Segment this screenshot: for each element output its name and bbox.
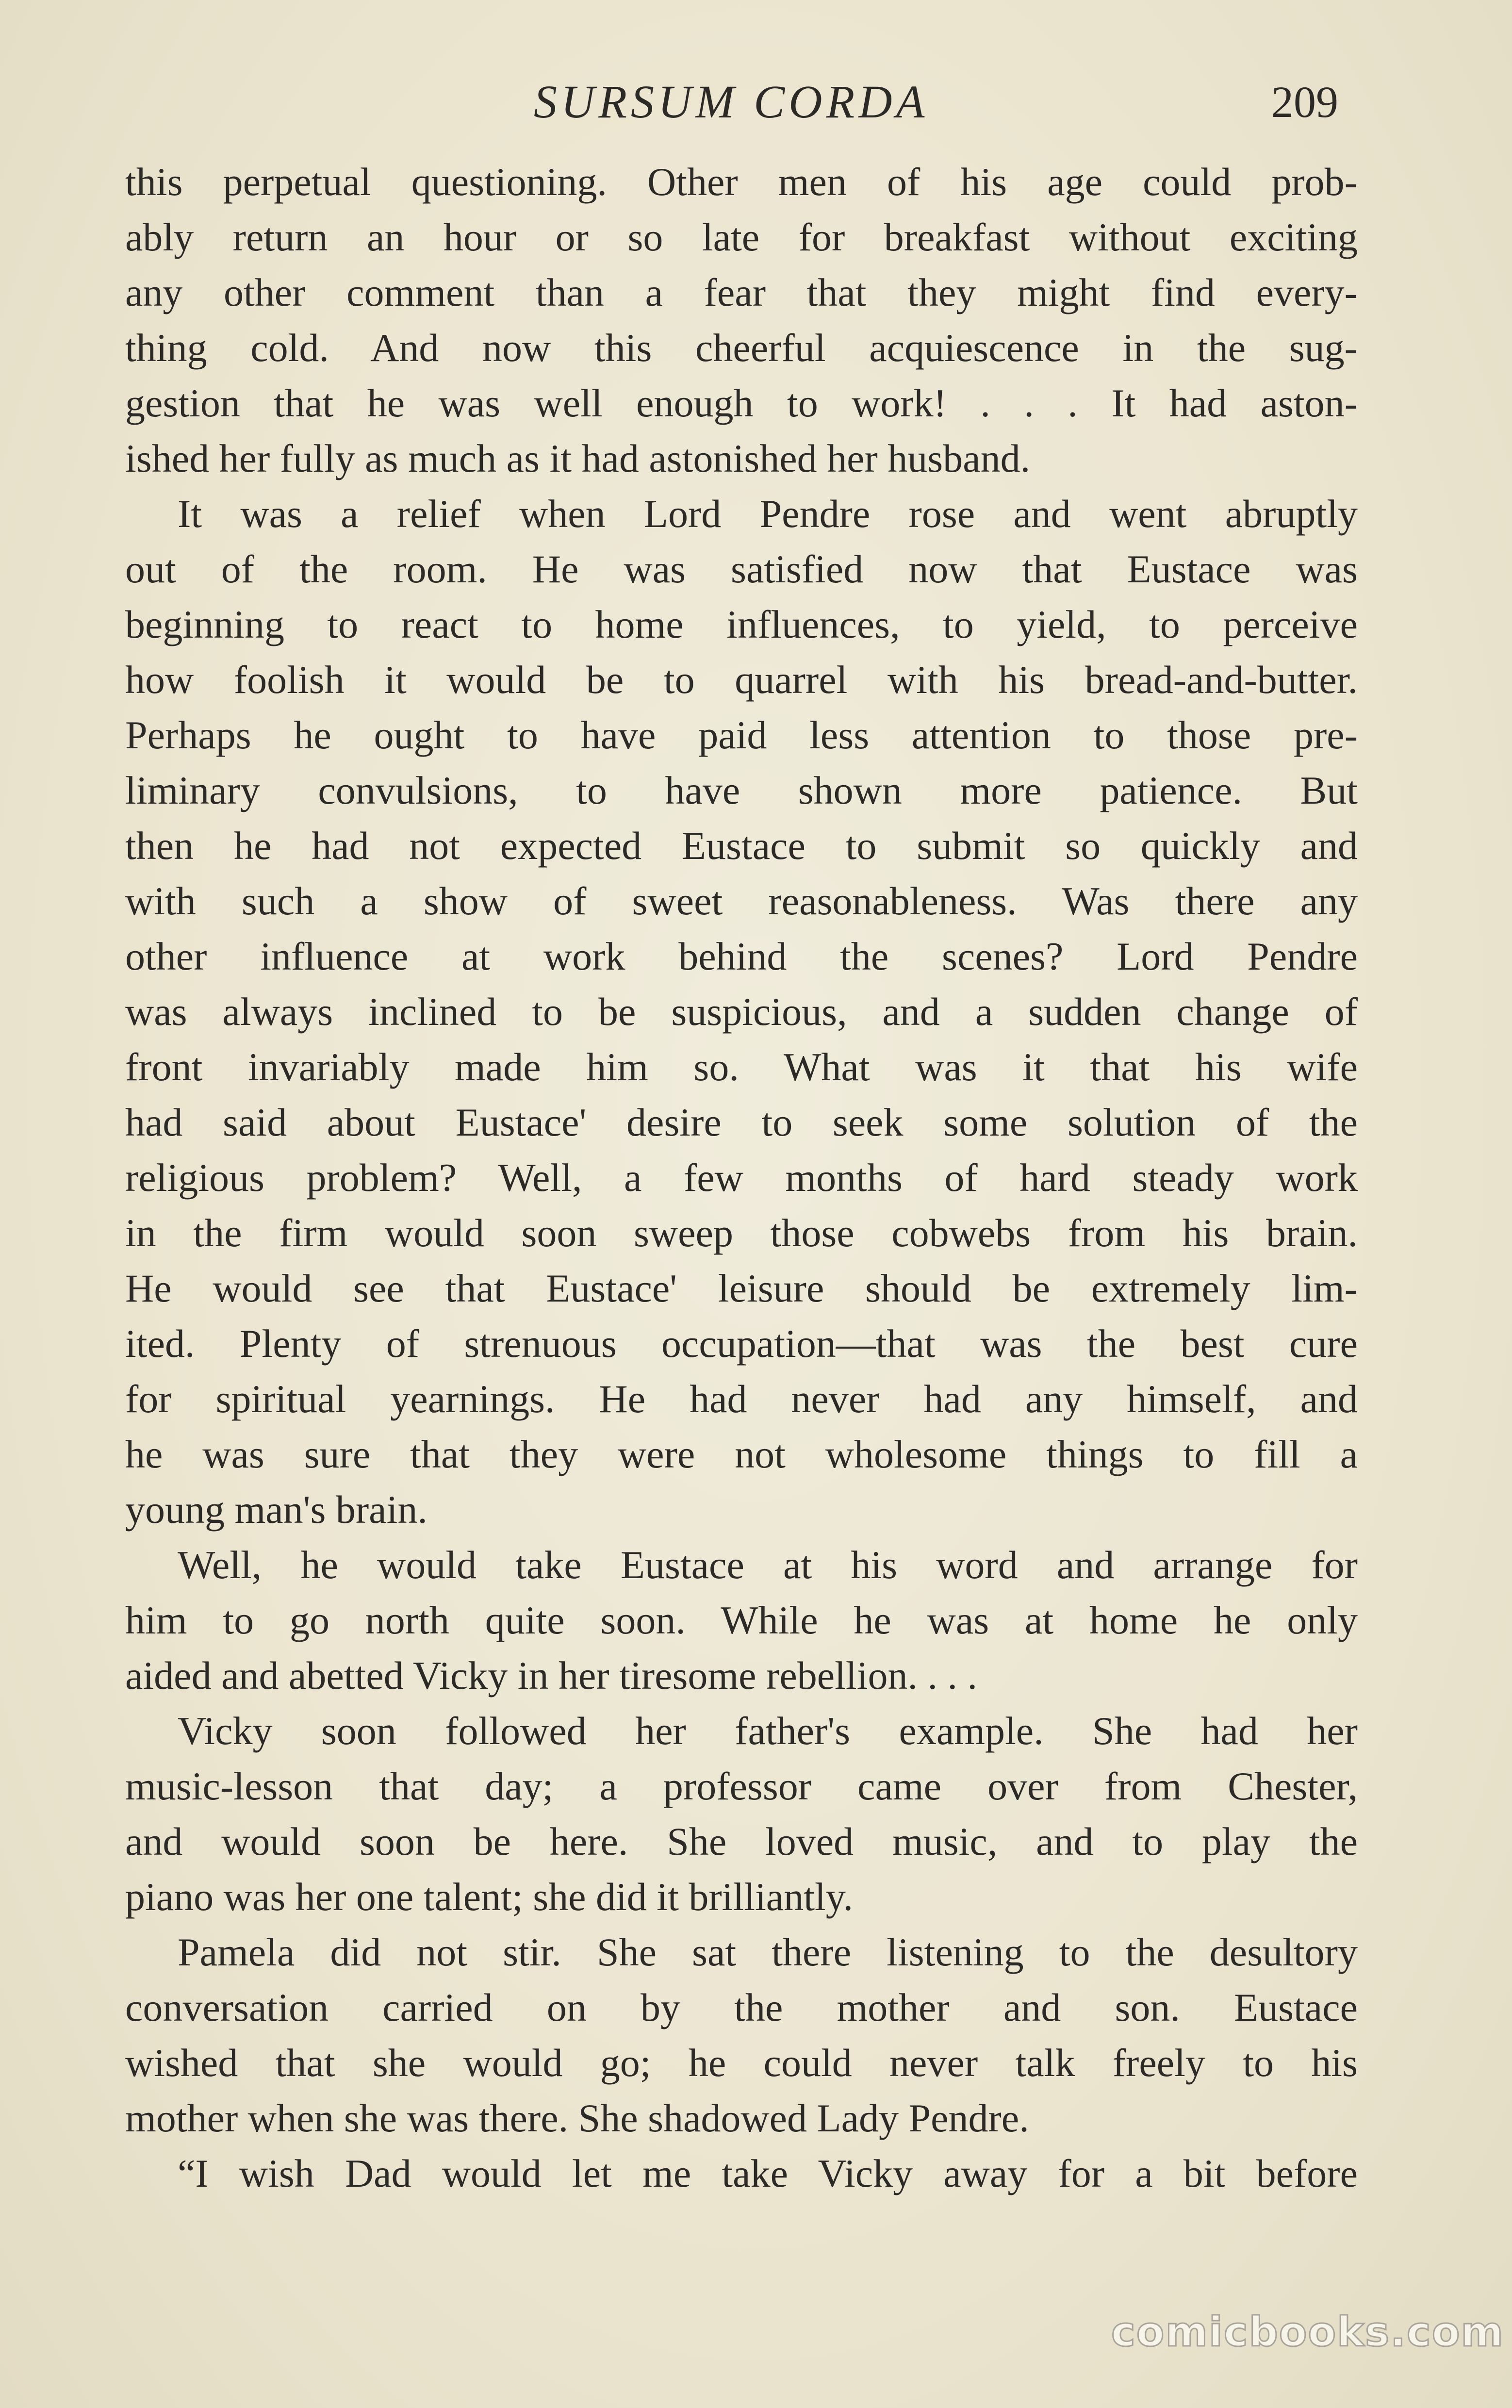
paragraph — [125, 2146, 1358, 2201]
text-line: conversation carried on by the mother and son. Eustace — [125, 1985, 1358, 2029]
text-line: he was sure that they were not wholesome things to fill a — [125, 1432, 1358, 1476]
text-line: Well, he would take Eustace at his word and arrange for — [178, 1543, 1358, 1587]
chapter-title: SURSUM CORDA — [534, 76, 929, 128]
text-line: and would soon be here. She loved music, and to play the — [125, 1819, 1358, 1864]
text-line: beginning to react to home influences, to yield, to perceive — [125, 602, 1358, 646]
text-line: music-lesson that day; a professor came over from Chester, — [125, 1764, 1358, 1808]
text-line: aided and abetted Vicky in her tiresome rebellion. . . . — [125, 1653, 977, 1698]
running-head — [0, 68, 1512, 136]
text-line: for spiritual yearnings. He had never had any himself, and — [125, 1377, 1358, 1421]
text-line: It was a relief when Lord Pendre rose and went abruptly — [178, 492, 1358, 536]
text-line: him to go north quite soon. While he was at home he only — [125, 1598, 1358, 1642]
text-line: in the firm would soon sweep those cobwebs from his brain. — [125, 1211, 1358, 1255]
text-line: “I wish Dad would let me take Vicky away for a bit before — [178, 2151, 1358, 2195]
text-line: thing cold. And now this cheerful acquiescence in the sug- — [125, 326, 1358, 370]
paragraph — [125, 1925, 1358, 2146]
text-line: ished her fully as much as it had astonished her husband. — [125, 436, 1031, 480]
body-text — [125, 154, 1358, 2201]
text-line: young man's brain. — [125, 1487, 427, 1532]
text-line: piano was her one talent; she did it brilliantly. — [125, 1875, 853, 1919]
text-line: this perpetual questioning. Other men of his age could prob- — [125, 160, 1358, 204]
text-line: had said about Eustace' desire to seek some solution of the — [125, 1100, 1358, 1144]
text-line: ited. Plenty of strenuous occupation—that was the best cure — [125, 1321, 1358, 1366]
text-line: wished that she would go; he could never talk freely to his — [125, 2041, 1358, 2085]
watermark-logo: comicbooks.com — [1111, 2308, 1504, 2356]
text-line: mother when she was there. She shadowed Lady Pendre. — [125, 2096, 1029, 2140]
text-line: how foolish it would be to quarrel with his bread-and-butter. — [125, 658, 1358, 702]
paragraph — [125, 154, 1358, 486]
text-line: religious problem? Well, a few months of hard steady work — [125, 1155, 1358, 1200]
text-line: gestion that he was well enough to work! . . . It had aston- — [125, 381, 1358, 425]
text-line: ably return an hour or so late for breakfast without exciting — [125, 215, 1358, 259]
paragraph — [125, 486, 1358, 1537]
text-line: Vicky soon followed her father's example. She had her — [178, 1709, 1358, 1753]
text-line: He would see that Eustace' leisure should be extremely lim- — [125, 1266, 1358, 1310]
text-line: with such a show of sweet reasonableness. Was there any — [125, 879, 1358, 923]
text-line: any other comment than a fear that they might find every- — [125, 270, 1358, 314]
text-line: front invariably made him so. What was it that his wife — [125, 1045, 1358, 1089]
text-line: was always inclined to be suspicious, and a sudden change of — [125, 990, 1358, 1034]
text-line: other influence at work behind the scenes? Lord Pendre — [125, 934, 1358, 978]
paragraph — [125, 1537, 1358, 1703]
text-line: Perhaps he ought to have paid less attention to those pre- — [125, 713, 1358, 757]
text-line: out of the room. He was satisfied now that Eustace was — [125, 547, 1358, 591]
text-line: liminary convulsions, to have shown more patience. But — [125, 768, 1358, 812]
text-line: Pamela did not stir. She sat there listening to the desultory — [178, 1930, 1358, 1974]
text-line: then he had not expected Eustace to submit so quickly and — [125, 824, 1358, 868]
paragraph — [125, 1703, 1358, 1925]
page-number: 209 — [1271, 77, 1338, 127]
